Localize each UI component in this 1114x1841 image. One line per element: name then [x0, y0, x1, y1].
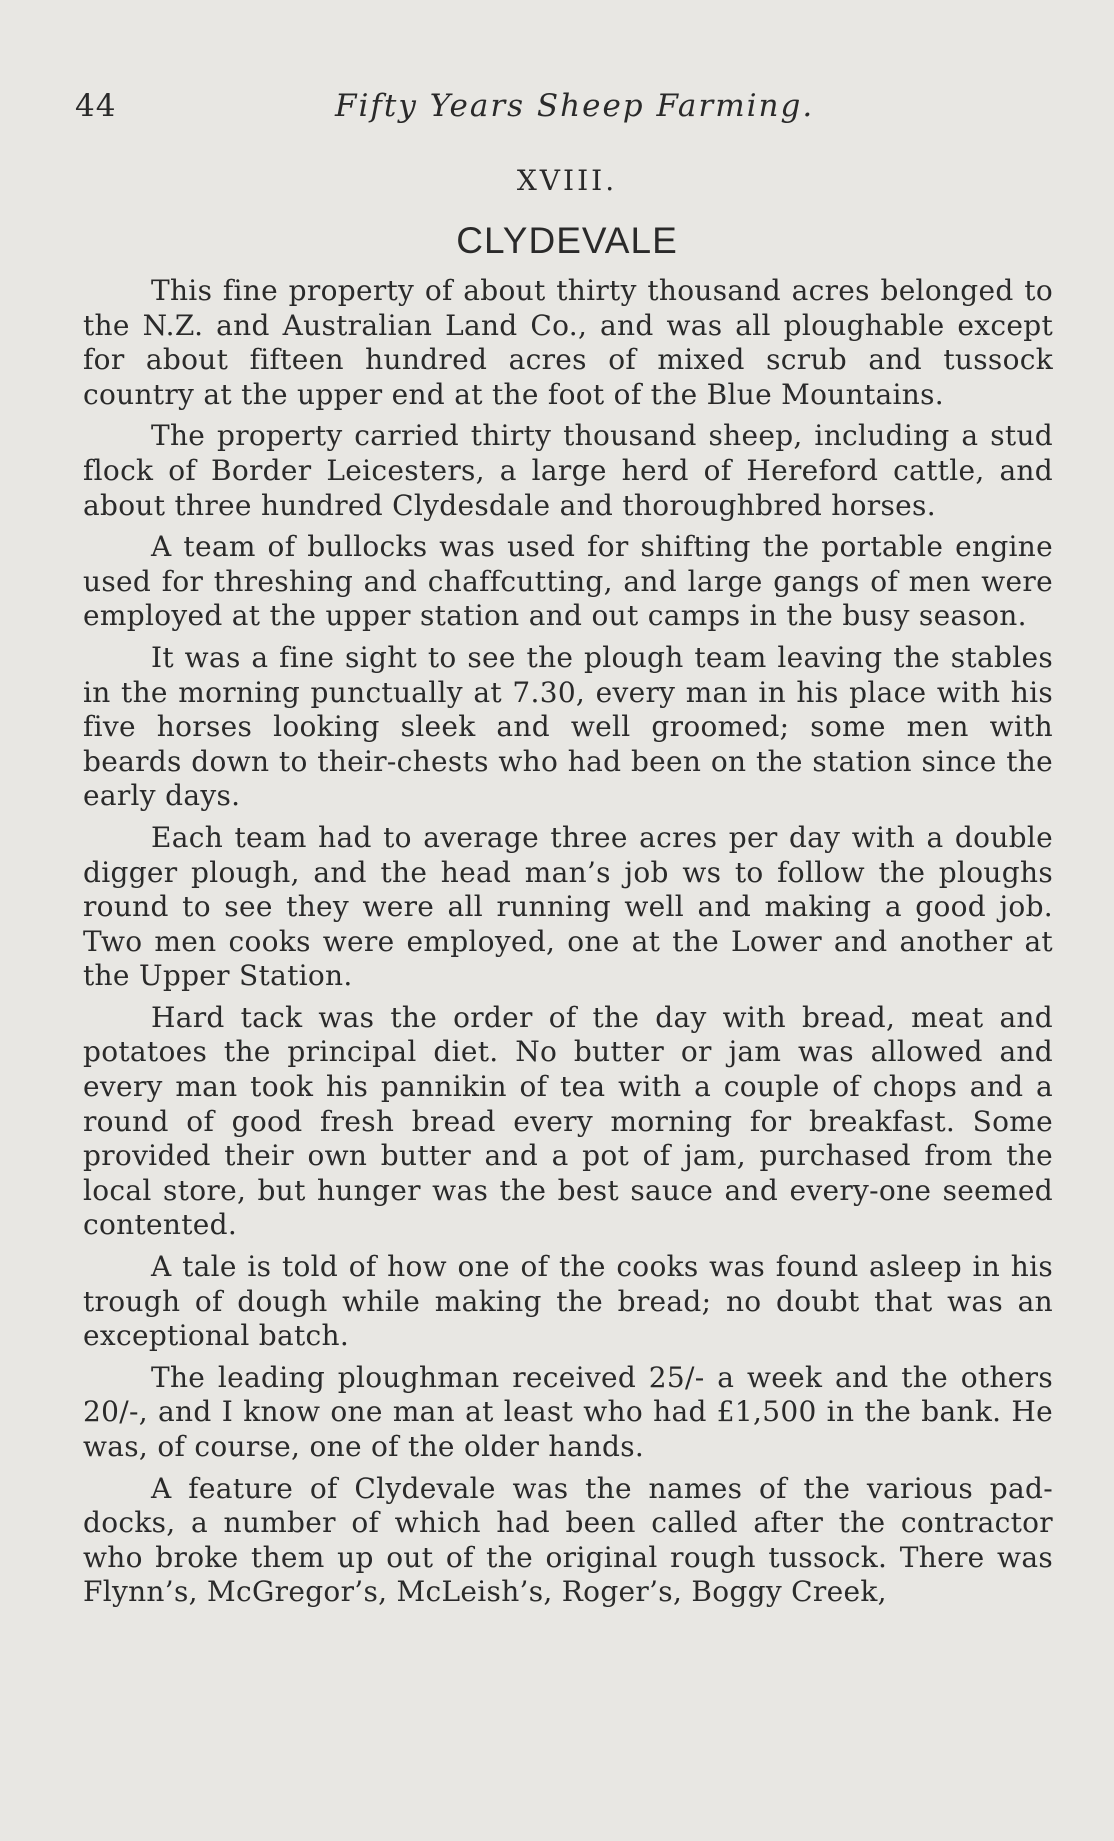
paragraph-4: It was a fine sight to see the plough team leaving the stables in the morning punctually at 7.30, every man in his place with his five horses looking sleek and well groomed; some men with beards down to their-chests who had been on the station since the early days.	[83, 640, 1053, 813]
paragraph-2: The property carried thirty thousand sheep, including a stud flock of Border Leicesters, a large herd of Hereford cattle, and about three hundred Clydesdale and thoroughbred horses.	[83, 419, 1053, 522]
running-head	[75, 88, 1050, 132]
paragraph-1: This fine property of about thirty thousand acres belonged to the N.Z. and Australian Land Co., and was all ploughable except for about fifteen hundred acres of mixed scrub and tussock country at the upper end at the foot of the Blue Mountains.	[83, 274, 1053, 411]
paragraph-8: The leading ploughman received 25/- a week and the others 20/-, and I know one man at least who had £1,500 in the bank. He was, of course, one of the older hands.	[83, 1360, 1053, 1463]
paragraph-7: A tale is told of how one of the cooks was found asleep in his trough of dough while making the bread; no doubt that was an exceptional batch.	[83, 1250, 1053, 1353]
chapter-title: CLYDEVALE	[456, 220, 678, 261]
body-text	[83, 274, 1053, 1617]
book-title: Fifty Years Sheep Farming.	[335, 88, 815, 124]
paragraph-9: A feature of Clydevale was the names of the various pad-docks, a number of which had been called after the contractor who broke them up out of the original rough tussock. There was Flynn’s, McGregor’s, McLeish’s, Roger’s, Boggy Creek,	[83, 1471, 1053, 1609]
paragraph-6: Hard tack was the order of the day with bread, meat and potatoes the principal diet. No butter or jam was allowed and every man took his pannikin of tea with a couple of chops and a round of good fresh bread every morning for breakfast. Some provided their own butter and a pot of jam, purchased from the local store, but hunger was the best sauce and every-one seemed contented.	[83, 1000, 1053, 1242]
chapter-number: XVIII.	[516, 164, 618, 197]
page-number: 44	[75, 88, 117, 124]
paragraph-5: Each team had to average three acres per day with a double digger plough, and the head man’s job ws to follow the ploughs round to see they were all running well and making a good job. Two men cooks were employed, one at the Lower and another at the Upper Station.	[83, 820, 1053, 993]
paragraph-3: A team of bullocks was used for shifting the portable engine used for threshing and chaffcutting, and large gangs of men were employed at the upper station and out camps in the busy season.	[83, 530, 1053, 633]
